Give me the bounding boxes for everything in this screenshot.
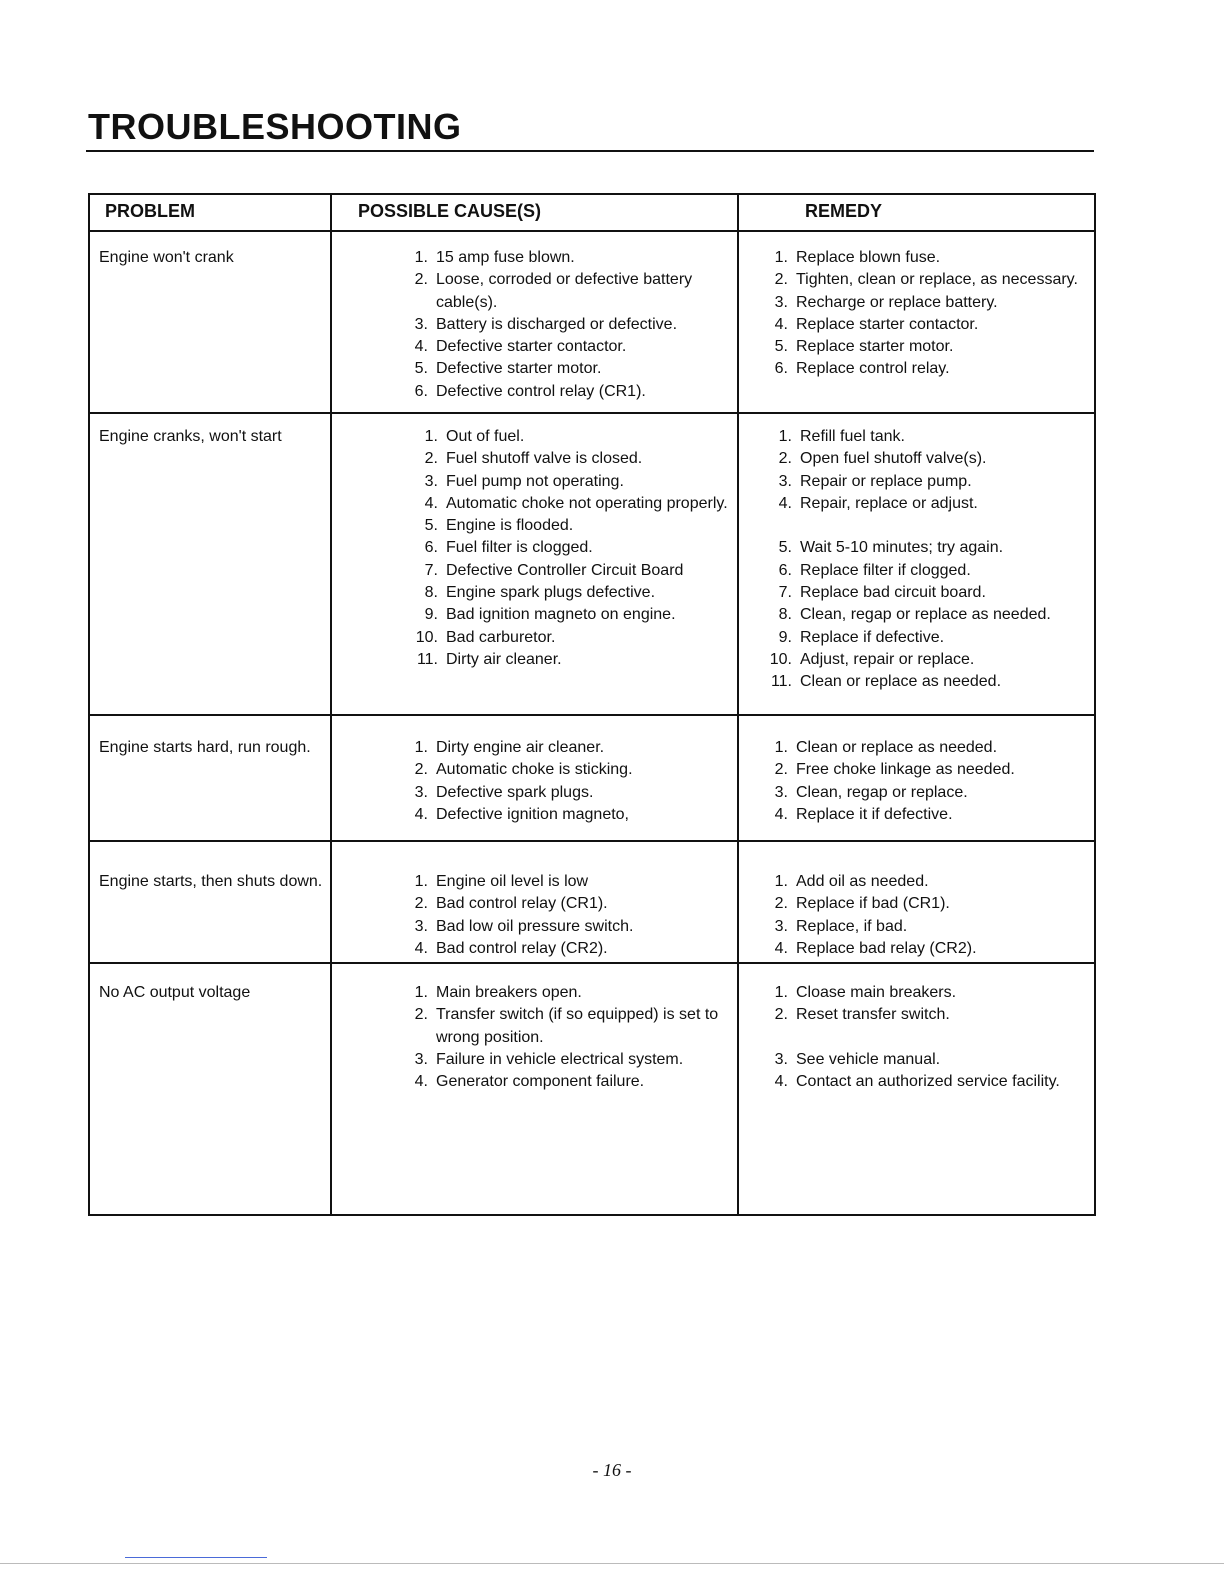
list-item — [762, 1049, 1097, 1071]
item-number: 2. — [414, 895, 428, 913]
item-number: 1. — [414, 739, 428, 756]
list-item — [412, 471, 742, 493]
list-item — [402, 893, 732, 915]
list-item — [412, 582, 742, 604]
item-number: 6. — [414, 382, 428, 400]
item-number: 1. — [414, 873, 428, 890]
item-number: 11. — [416, 650, 438, 668]
header-divider — [90, 230, 1094, 232]
item-text: Clean or replace as needed. — [796, 739, 998, 756]
list-item — [402, 1049, 732, 1071]
item-number: 2. — [778, 450, 792, 468]
item-text: Defective ignition magneto, — [436, 805, 629, 823]
list-item — [762, 1027, 1097, 1049]
item-text: Replace blown fuse. — [796, 249, 941, 266]
item-number: 3. — [778, 472, 792, 490]
item-number: 2. — [414, 1006, 428, 1024]
item-number: 1. — [774, 873, 788, 890]
header-causes: POSSIBLE CAUSE(S) — [358, 201, 542, 221]
item-text: Repair, replace or adjust. — [800, 494, 978, 512]
list-item — [762, 269, 1097, 291]
row-divider — [90, 962, 1094, 964]
item-text: Fuel pump not operating. — [446, 472, 624, 490]
list-item — [402, 247, 732, 269]
item-text: Engine is flooded. — [446, 517, 574, 535]
list-item — [762, 893, 1097, 915]
list-item — [402, 804, 732, 826]
item-text: Bad ignition magneto on engine. — [446, 606, 676, 624]
item-text: Replace if defective. — [800, 628, 945, 646]
item-number: 11. — [770, 673, 792, 691]
item-text: Engine oil level is low — [436, 873, 589, 890]
item-text: Replace control relay. — [796, 360, 950, 378]
item-number: 1. — [774, 249, 788, 266]
item-number: 4. — [774, 315, 788, 333]
item-text: See vehicle manual. — [796, 1050, 941, 1068]
header-remedy: REMEDY — [805, 201, 883, 221]
item-text: Replace bad relay (CR2). — [796, 939, 977, 957]
item-number: 5. — [414, 360, 428, 378]
item-number: 4. — [424, 494, 438, 512]
list-item — [402, 871, 732, 893]
list-item — [762, 982, 1097, 1004]
list-item — [402, 1071, 732, 1093]
item-number: 3. — [774, 1050, 788, 1068]
item-text: Transfer switch (if so equipped) is set to wrong position. — [436, 1006, 719, 1046]
item-number: 2. — [774, 271, 788, 289]
list-item — [766, 426, 1101, 448]
item-number: 2. — [774, 895, 788, 913]
item-text: Defective Controller Circuit Board — [446, 561, 684, 579]
item-text: Replace starter contactor. — [796, 315, 979, 333]
item-text: Clean, regap or replace as needed. — [800, 606, 1051, 624]
item-number: 4. — [774, 939, 788, 957]
item-text: Tighten, clean or replace, as necessary. — [796, 271, 1078, 289]
list-item — [402, 759, 732, 781]
item-number: 10. — [415, 628, 438, 646]
list-item — [766, 448, 1101, 470]
item-text: Replace starter motor. — [796, 338, 954, 356]
list-item — [762, 1071, 1097, 1093]
item-number: 3. — [414, 315, 428, 333]
item-text: Defective starter motor. — [436, 360, 602, 378]
item-text: Bad carburetor. — [446, 628, 556, 646]
item-number: 1. — [774, 984, 788, 1001]
item-number: 3. — [424, 472, 438, 490]
item-text: Failure in vehicle electrical system. — [436, 1050, 684, 1068]
list-item — [402, 314, 732, 336]
remedies-list — [762, 982, 1097, 1093]
item-number: 2. — [414, 761, 428, 779]
item-number: 5. — [774, 338, 788, 356]
causes-list — [412, 426, 742, 671]
remedies-list — [762, 247, 1097, 381]
list-item — [412, 649, 742, 671]
item-text: 15 amp fuse blown. — [436, 249, 575, 266]
list-item — [412, 627, 742, 649]
list-item — [412, 448, 742, 470]
item-number: 7. — [778, 584, 792, 602]
item-text: Reset transfer switch. — [796, 1006, 950, 1024]
list-item — [766, 627, 1101, 649]
list-item — [402, 916, 732, 938]
list-item — [412, 515, 742, 537]
item-number: 3. — [414, 1050, 428, 1068]
problem-cell: Engine starts hard, run rough. — [99, 739, 311, 756]
list-item — [412, 604, 742, 626]
item-number: 6. — [424, 539, 438, 557]
item-text: Replace if bad (CR1). — [796, 895, 950, 913]
item-text: Fuel filter is clogged. — [446, 539, 593, 557]
item-number: 5. — [424, 517, 438, 535]
item-text: Loose, corroded or defective battery cable(s). — [436, 271, 693, 311]
item-text: Adjust, repair or replace. — [800, 650, 975, 668]
causes-list — [402, 247, 732, 403]
item-text: Clean, regap or replace. — [796, 783, 968, 801]
item-number: 4. — [414, 1073, 428, 1091]
item-text: Bad low oil pressure switch. — [436, 917, 634, 935]
list-item — [762, 916, 1097, 938]
item-text: Defective spark plugs. — [436, 783, 594, 801]
item-number: 8. — [424, 584, 438, 602]
list-item — [766, 604, 1101, 626]
list-item — [766, 671, 1101, 693]
item-number: 4. — [414, 338, 428, 356]
item-text: Automatic choke not operating properly. — [446, 494, 728, 512]
item-text: Add oil as needed. — [796, 873, 929, 890]
item-number: 7. — [424, 561, 438, 579]
causes-list — [402, 737, 732, 826]
item-number: 3. — [774, 293, 788, 311]
problem-cell: Engine starts, then shuts down. — [99, 873, 323, 890]
item-text: Main breakers open. — [436, 984, 582, 1001]
list-item — [402, 782, 732, 804]
list-item — [762, 938, 1097, 960]
item-number: 4. — [414, 805, 428, 823]
row-divider — [90, 714, 1094, 716]
item-number: 2. — [774, 1006, 788, 1024]
item-number: 1. — [424, 428, 438, 445]
list-item — [762, 292, 1097, 314]
list-item — [766, 560, 1101, 582]
bottom-blue-line — [125, 1557, 267, 1558]
bottom-edge-line — [0, 1563, 1224, 1564]
list-item — [402, 982, 732, 1004]
item-number: 1. — [414, 249, 428, 266]
list-item — [762, 314, 1097, 336]
list-item — [762, 1004, 1097, 1026]
list-item — [762, 759, 1097, 781]
list-item — [766, 582, 1101, 604]
page-number: - 16 - — [592, 1460, 632, 1480]
item-number: 5. — [778, 539, 792, 557]
problem-cell: No AC output voltage — [99, 984, 251, 1001]
item-text: Open fuel shutoff valve(s). — [800, 450, 987, 468]
list-item — [762, 871, 1097, 893]
remedies-list — [766, 426, 1101, 694]
list-item — [762, 358, 1097, 380]
item-number: 4. — [778, 494, 792, 512]
item-text: Replace, if bad. — [796, 917, 908, 935]
item-text: Replace filter if clogged. — [800, 561, 971, 579]
list-item — [402, 938, 732, 960]
item-number — [766, 515, 792, 537]
list-item — [762, 737, 1097, 759]
item-text: Engine spark plugs defective. — [446, 584, 656, 602]
problem-cell: Engine won't crank — [99, 249, 234, 266]
title-underline — [86, 150, 1094, 152]
item-number: 2. — [774, 761, 788, 779]
problem-cell: Engine cranks, won't start — [99, 428, 282, 445]
item-number: 3. — [414, 917, 428, 935]
item-number: 3. — [414, 783, 428, 801]
item-text: Dirty air cleaner. — [446, 650, 562, 668]
list-item — [766, 537, 1101, 559]
column-divider — [330, 195, 332, 1214]
item-text: Repair or replace pump. — [800, 472, 972, 490]
item-number — [762, 1027, 788, 1049]
item-number: 9. — [424, 606, 438, 624]
item-number: 9. — [778, 628, 792, 646]
item-text: Clean or replace as needed. — [800, 673, 1002, 691]
item-text: Wait 5-10 minutes; try again. — [800, 539, 1004, 557]
item-text — [796, 1027, 1097, 1049]
row-divider — [90, 840, 1094, 842]
item-text: Bad control relay (CR2). — [436, 939, 608, 957]
item-text — [800, 515, 1101, 537]
item-number: 1. — [774, 739, 788, 756]
remedies-list — [762, 737, 1097, 826]
item-number: 3. — [774, 783, 788, 801]
list-item — [762, 782, 1097, 804]
list-item — [412, 560, 742, 582]
item-number: 4. — [774, 1073, 788, 1091]
column-divider — [737, 195, 739, 1214]
item-number: 2. — [414, 271, 428, 289]
list-item — [766, 471, 1101, 493]
list-item — [766, 493, 1101, 515]
item-number: 2. — [424, 450, 438, 468]
page-title: TROUBLESHOOTING — [88, 106, 462, 147]
item-text: Out of fuel. — [446, 428, 525, 445]
item-text: Generator component failure. — [436, 1073, 645, 1091]
list-item — [402, 269, 732, 314]
troubleshooting-table — [88, 193, 1096, 1216]
list-item — [412, 493, 742, 515]
list-item — [766, 515, 1101, 537]
item-number: 4. — [774, 805, 788, 823]
item-text: Bad control relay (CR1). — [436, 895, 608, 913]
item-text: Fuel shutoff valve is closed. — [446, 450, 643, 468]
list-item — [402, 336, 732, 358]
item-text: Automatic choke is sticking. — [436, 761, 633, 779]
list-item — [766, 649, 1101, 671]
item-text: Recharge or replace battery. — [796, 293, 998, 311]
item-number: 10. — [769, 650, 792, 668]
list-item — [412, 537, 742, 559]
item-number: 6. — [774, 360, 788, 378]
item-number: 4. — [414, 939, 428, 957]
item-number: 6. — [778, 561, 792, 579]
causes-list — [402, 982, 732, 1093]
item-number: 3. — [774, 917, 788, 935]
item-text: Refill fuel tank. — [800, 428, 905, 445]
item-text: Dirty engine air cleaner. — [436, 739, 605, 756]
list-item — [402, 1004, 732, 1049]
item-text: Replace bad circuit board. — [800, 584, 986, 602]
item-text: Cloase main breakers. — [796, 984, 957, 1001]
item-text: Defective starter contactor. — [436, 338, 627, 356]
list-item — [762, 336, 1097, 358]
causes-list — [402, 871, 732, 960]
list-item — [402, 358, 732, 380]
remedies-list — [762, 871, 1097, 960]
item-text: Contact an authorized service facility. — [796, 1073, 1060, 1091]
item-number: 1. — [414, 984, 428, 1001]
item-text: Battery is discharged or defective. — [436, 315, 678, 333]
list-item — [762, 247, 1097, 269]
item-number: 8. — [778, 606, 792, 624]
item-text: Free choke linkage as needed. — [796, 761, 1015, 779]
header-problem: PROBLEM — [105, 201, 195, 221]
list-item — [402, 737, 732, 759]
row-divider — [90, 412, 1094, 414]
item-text: Replace it if defective. — [796, 805, 953, 823]
list-item — [412, 426, 742, 448]
list-item — [402, 381, 732, 403]
item-text: Defective control relay (CR1). — [436, 382, 646, 400]
list-item — [762, 804, 1097, 826]
item-number: 1. — [778, 428, 792, 445]
